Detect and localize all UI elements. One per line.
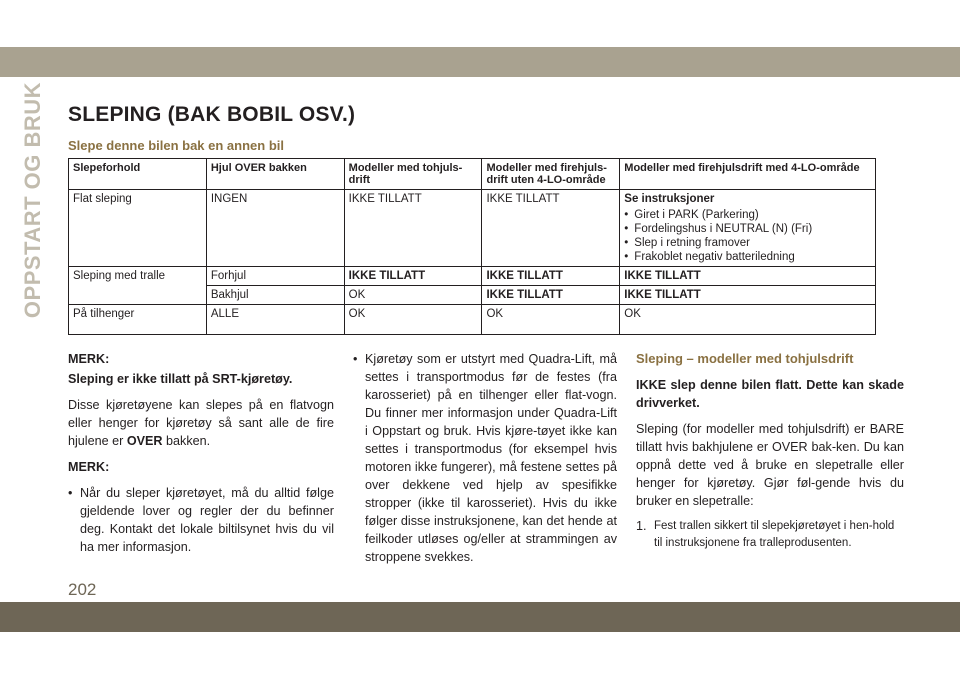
table-cell: ALLE — [206, 305, 344, 335]
header-band — [0, 0, 960, 77]
paragraph-text: bakken. — [162, 434, 211, 448]
table-cell: OK — [620, 305, 876, 335]
table-header: Modeller med firehjuls-drift uten 4-LO-område — [482, 159, 620, 190]
table-row — [69, 267, 876, 286]
section-tab-label: OPPSTART OG BRUK — [20, 81, 45, 319]
section-subtitle: Slepe denne bilen bak en annen bil — [68, 138, 284, 153]
table-cell: IKKE TILLATT — [620, 286, 876, 305]
paragraph-text: Disse kjøretøyene kan slepes på en flatvogn eller henger for kjøretøy så sant alle de fire hjulene er — [68, 398, 334, 448]
table-cell: IKKE TILLATT — [482, 267, 620, 286]
table-cell: OK — [344, 305, 482, 335]
table-cell: IKKE TILLATT — [482, 190, 620, 267]
table-cell: IKKE TILLATT — [344, 190, 482, 267]
table-cell-instructions — [620, 190, 876, 267]
table-header: Modeller med tohjuls-drift — [344, 159, 482, 190]
paragraph — [68, 396, 334, 450]
footer-bar — [0, 602, 960, 632]
list-item: • Fordelingshus i NEUTRAL (N) (Fri) — [624, 222, 871, 236]
text-column-2 — [353, 350, 617, 574]
towing-table — [68, 158, 876, 335]
table-cell: INGEN — [206, 190, 344, 267]
step-text: Fest trallen sikkert til slepekjøretøyet i hen-hold til instruksjonene fra tralleprodusenten. — [654, 520, 895, 549]
table-cell: Flat sleping — [69, 190, 207, 267]
paragraph: Sleping (for modeller med tohjulsdrift) er BARE tillatt hvis bakhjulene er OVER bak-ken. Du kan oppnå dette ved å bruke en slepetralle eller henger for kjøretøy. Gjør føl-gende hvis du bruker en slepetralle: — [636, 422, 904, 508]
list-item: • Slep i retning framover — [624, 236, 871, 250]
table-row — [69, 305, 876, 335]
instructions-list — [624, 208, 871, 264]
text-column-1 — [68, 350, 334, 564]
table-cell: Bakhjul — [206, 286, 344, 305]
note-text: Sleping er ikke tillatt på SRT-kjøretøy. — [68, 372, 293, 386]
page-number: 202 — [68, 580, 97, 599]
emphasis-text: OVER — [126, 434, 163, 448]
footer-band — [0, 602, 960, 678]
step-number: 1. — [636, 519, 647, 533]
table-cell: IKKE TILLATT — [620, 267, 876, 286]
table-cell: Forhjul — [206, 267, 344, 286]
table-cell: IKKE TILLATT — [482, 286, 620, 305]
table-header: Slepeforhold — [69, 159, 207, 190]
table-row — [69, 190, 876, 267]
table-cell: Sleping med tralle — [69, 267, 207, 305]
note-label: MERK: — [68, 460, 110, 474]
table-cell: OK — [344, 286, 482, 305]
section-tab — [18, 81, 48, 319]
warning-text: IKKE slep denne bilen flatt. Dette kan skade drivverket. — [636, 378, 904, 410]
numbered-step — [636, 518, 904, 552]
table-header: Hjul OVER bakken — [206, 159, 344, 190]
instructions-heading: Se instruksjoner — [624, 193, 715, 205]
list-item: • Giret i PARK (Parkering) — [624, 208, 871, 222]
table-header: Modeller med firehjulsdrift med 4-LO-område — [620, 159, 876, 190]
table-cell: På tilhenger — [69, 305, 207, 335]
header-bar — [0, 47, 960, 77]
bullet-item: • Kjøretøy som er utstyrt med Quadra-Lift, må settes i transportmodus før de festes (fra karosseriet) på en tilhenger eller flat-vogn. Du finner mer informasjon under Quadra-Lift i Oppstart og bruk. Hvis kjøre-tøyet ikke kan settes i transportmodus (for eksempel hvis motoren ikke fungerer), må festene settes på over dekkene ved hjelp av spesifikke stropper (ikke til karosseriet). Hvis du ikke følger disse instruksjonene, kan det hende at feilkoder utløses og/eller at strammingen av stroppene svekkes. — [353, 350, 617, 566]
note-label: MERK: — [68, 352, 110, 366]
section-heading: Sleping – modeller med tohjulsdrift — [636, 351, 854, 366]
table-cell: OK — [482, 305, 620, 335]
bullet-item: • Når du sleper kjøretøyet, må du alltid følge gjeldende lover og regler der du befinner deg. Kontakt det lokale biltilsynet hvis du vil ha mer informasjon. — [68, 484, 334, 556]
table-header-row — [69, 159, 876, 190]
text-column-3 — [636, 350, 904, 552]
page-title: SLEPING (BAK BOBIL OSV.) — [68, 103, 356, 126]
list-item: • Frakoblet negativ batteriledning — [624, 250, 871, 264]
table-cell: IKKE TILLATT — [344, 267, 482, 286]
